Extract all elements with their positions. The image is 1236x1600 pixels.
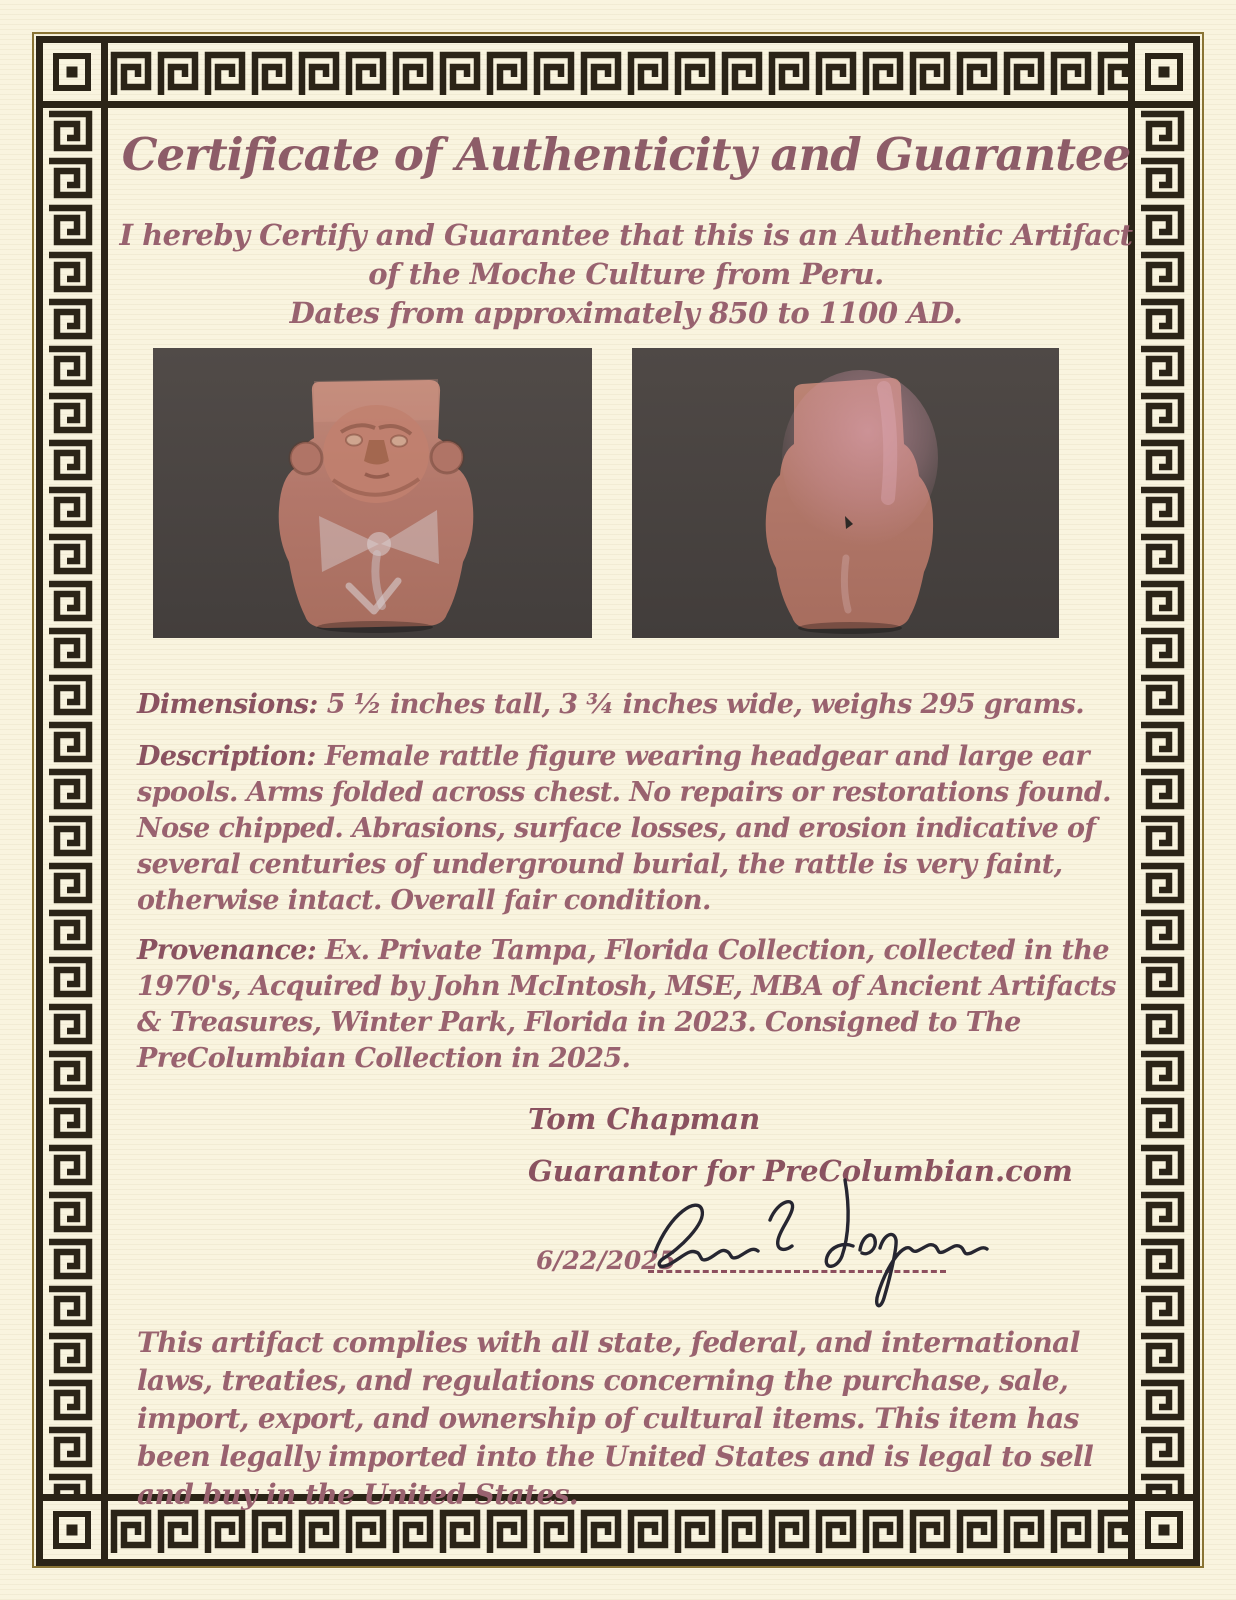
provenance-label: Provenance: bbox=[137, 935, 317, 966]
dimensions-paragraph bbox=[137, 687, 1147, 723]
artifact-photo-back bbox=[632, 348, 1059, 638]
artifact-back-illustration bbox=[632, 348, 1059, 638]
certification-statement bbox=[96, 216, 1156, 333]
legal-statement: This artifact complies with all state, federal, and international laws, treaties, and regulations concerning the purchase, sale, import, export, and ownership of cultural items. This item has been legally imported into the United States and is legal to sell and buy in the United States. bbox=[137, 1326, 1094, 1511]
description-label: Description: bbox=[137, 741, 316, 772]
statement-line-1: I hereby Certify and Guarantee that this is an Authentic Artifact bbox=[119, 218, 1133, 252]
signer-name: Tom Chapman bbox=[528, 1102, 761, 1136]
dimensions-label: Dimensions: bbox=[137, 689, 318, 720]
description-paragraph bbox=[137, 739, 1147, 919]
signer-role: Guarantor for PreColumbian.com bbox=[528, 1154, 1073, 1188]
handwritten-signature bbox=[590, 1158, 990, 1328]
statement-line-2: of the Moche Culture from Peru. bbox=[368, 257, 884, 291]
certificate-title: Certificate of Authenticity and Guarantee bbox=[121, 128, 1131, 181]
description-text: Female rattle figure wearing headgear and large ear spools. Arms folded across chest. No repairs or restorations found. Nose chipped. Abrasions, surface losses, and erosion indicative of several centuries of underground burial, the rattle is very faint, otherwise intact. Overall fair condition. bbox=[137, 741, 1111, 916]
dimensions-text: 5 ½ inches tall, 3 ¾ inches wide, weighs 295 grams. bbox=[326, 689, 1085, 720]
artifact-photo-front bbox=[153, 348, 592, 638]
provenance-text: Ex. Private Tampa, Florida Collection, collected in the 1970's, Acquired by John McIntosh, MSE, MBA of Ancient Artifacts & Treasures, Winter Park, Florida in 2023. Consigned to The PreColumbian Collection in 2025. bbox=[137, 935, 1116, 1074]
signature-date: 6/22/2025 bbox=[536, 1246, 677, 1275]
provenance-paragraph bbox=[137, 933, 1147, 1077]
artifact-front-illustration bbox=[153, 348, 592, 638]
statement-line-3: Dates from approximately 850 to 1100 AD. bbox=[289, 296, 963, 330]
